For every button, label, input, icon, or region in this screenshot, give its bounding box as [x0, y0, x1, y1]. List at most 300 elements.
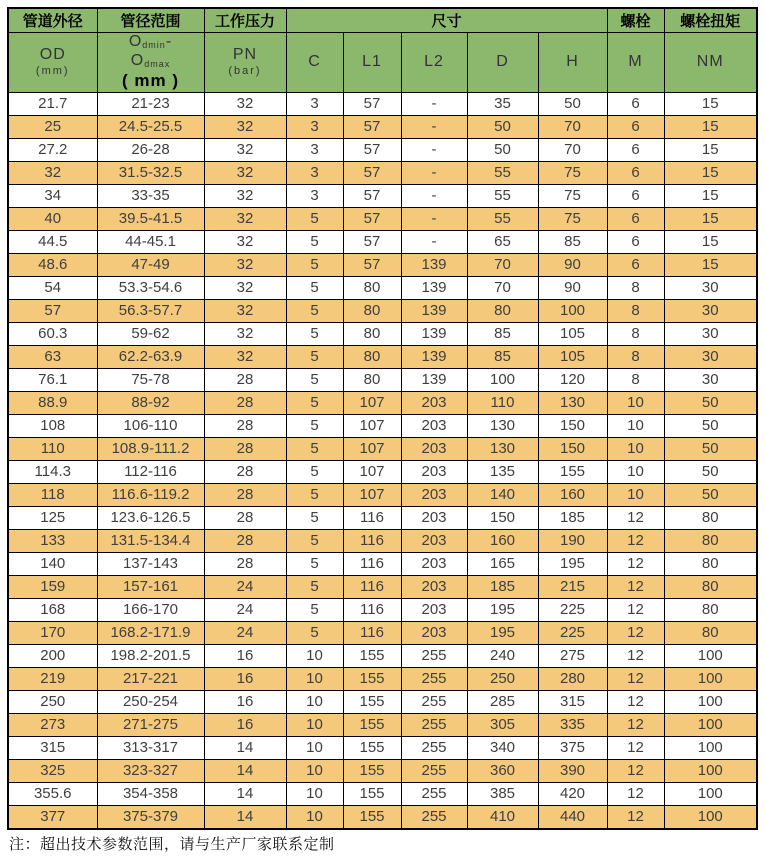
table-row	[8, 276, 757, 299]
cell-od-range: 123.6-126.5	[97, 506, 204, 529]
cell-od-range: 157-161	[97, 575, 204, 598]
cell-od: 114.3	[8, 460, 97, 483]
cell-pn: 32	[204, 92, 286, 115]
table-row	[8, 460, 757, 483]
cell-pn: 16	[204, 667, 286, 690]
cell-c: 10	[286, 736, 343, 759]
cell-d: 70	[467, 253, 538, 276]
cell-c: 5	[286, 598, 343, 621]
cell-l1: 155	[343, 759, 401, 782]
cell-d: 85	[467, 322, 538, 345]
cell-h: 280	[538, 667, 607, 690]
column-header-line: NM	[696, 52, 724, 70]
cell-l2: 203	[401, 414, 467, 437]
cell-l2: 203	[401, 552, 467, 575]
cell-c: 5	[286, 460, 343, 483]
cell-h: 130	[538, 391, 607, 414]
cell-c: 3	[286, 92, 343, 115]
table-row	[8, 644, 757, 667]
cell-m: 12	[607, 621, 664, 644]
cell-h: 75	[538, 184, 607, 207]
cell-od: 60.3	[8, 322, 97, 345]
cell-d: 100	[467, 368, 538, 391]
table-row	[8, 414, 757, 437]
cell-c: 5	[286, 230, 343, 253]
cell-d: 285	[467, 690, 538, 713]
cell-pn: 32	[204, 161, 286, 184]
cell-h: 155	[538, 460, 607, 483]
cell-od-range: 24.5-25.5	[97, 115, 204, 138]
cell-m: 12	[607, 552, 664, 575]
table-row	[8, 736, 757, 759]
cell-pn: 16	[204, 690, 286, 713]
cell-pn: 32	[204, 230, 286, 253]
cell-nm: 80	[664, 575, 757, 598]
cell-l1: 57	[343, 207, 401, 230]
cell-pn: 28	[204, 391, 286, 414]
cell-nm: 15	[664, 161, 757, 184]
cell-l1: 107	[343, 437, 401, 460]
cell-nm: 15	[664, 138, 757, 161]
cell-m: 6	[607, 207, 664, 230]
cell-l1: 57	[343, 115, 401, 138]
table-row	[8, 161, 757, 184]
cell-nm: 80	[664, 552, 757, 575]
cell-l2: -	[401, 138, 467, 161]
cell-l1: 116	[343, 598, 401, 621]
cell-od-range: 137-143	[97, 552, 204, 575]
cell-nm: 100	[664, 713, 757, 736]
cell-m: 10	[607, 391, 664, 414]
cell-c: 10	[286, 713, 343, 736]
cell-l1: 107	[343, 414, 401, 437]
table-row	[8, 253, 757, 276]
cell-m: 12	[607, 575, 664, 598]
cell-od-range: 56.3-57.7	[97, 299, 204, 322]
cell-h: 160	[538, 483, 607, 506]
table-row	[8, 483, 757, 506]
cell-h: 70	[538, 115, 607, 138]
column-header-line: C	[308, 52, 321, 70]
cell-l1: 155	[343, 690, 401, 713]
cell-pn: 14	[204, 805, 286, 829]
cell-m: 10	[607, 483, 664, 506]
column-header-line: L2	[424, 52, 444, 70]
column-header-od	[8, 32, 97, 92]
cell-h: 90	[538, 276, 607, 299]
table-row	[8, 782, 757, 805]
column-header-line: OD	[39, 45, 66, 63]
cell-c: 10	[286, 644, 343, 667]
cell-od-range: 354-358	[97, 782, 204, 805]
cell-m: 6	[607, 184, 664, 207]
cell-h: 315	[538, 690, 607, 713]
cell-l2: 203	[401, 437, 467, 460]
column-header-l2	[401, 32, 467, 92]
cell-l2: 203	[401, 391, 467, 414]
table-row	[8, 506, 757, 529]
cell-l2: -	[401, 230, 467, 253]
cell-d: 55	[467, 184, 538, 207]
cell-l1: 116	[343, 529, 401, 552]
cell-c: 5	[286, 552, 343, 575]
cell-l1: 116	[343, 575, 401, 598]
table-row	[8, 138, 757, 161]
cell-l2: 255	[401, 667, 467, 690]
cell-od-range: 116.6-119.2	[97, 483, 204, 506]
cell-l2: 139	[401, 345, 467, 368]
cell-h: 105	[538, 345, 607, 368]
cell-l1: 116	[343, 552, 401, 575]
cell-od: 250	[8, 690, 97, 713]
cell-h: 275	[538, 644, 607, 667]
cell-d: 360	[467, 759, 538, 782]
cell-od-range: 44-45.1	[97, 230, 204, 253]
header-group-管径范围: 管径范围	[97, 8, 204, 32]
cell-l1: 57	[343, 138, 401, 161]
cell-nm: 30	[664, 299, 757, 322]
cell-h: 105	[538, 322, 607, 345]
table-row	[8, 230, 757, 253]
table-row	[8, 92, 757, 115]
cell-od-range: 108.9-111.2	[97, 437, 204, 460]
cell-h: 375	[538, 736, 607, 759]
cell-pn: 28	[204, 529, 286, 552]
cell-h: 150	[538, 414, 607, 437]
cell-od-range: 198.2-201.5	[97, 644, 204, 667]
cell-nm: 15	[664, 115, 757, 138]
cell-m: 10	[607, 460, 664, 483]
cell-l2: -	[401, 92, 467, 115]
cell-od: 57	[8, 299, 97, 322]
cell-nm: 50	[664, 391, 757, 414]
cell-pn: 28	[204, 552, 286, 575]
cell-m: 8	[607, 345, 664, 368]
cell-c: 5	[286, 506, 343, 529]
cell-d: 140	[467, 483, 538, 506]
cell-od-range: 39.5-41.5	[97, 207, 204, 230]
cell-d: 195	[467, 621, 538, 644]
cell-od-range: 62.2-63.9	[97, 345, 204, 368]
cell-h: 85	[538, 230, 607, 253]
table-row	[8, 345, 757, 368]
cell-od-range: 47-49	[97, 253, 204, 276]
cell-l2: 255	[401, 736, 467, 759]
footnote: 注：超出技术参数范围，请与生产厂家联系定制	[9, 836, 335, 853]
table-row	[8, 115, 757, 138]
cell-m: 8	[607, 368, 664, 391]
cell-nm: 15	[664, 230, 757, 253]
cell-c: 5	[286, 575, 343, 598]
cell-l1: 155	[343, 667, 401, 690]
cell-nm: 100	[664, 667, 757, 690]
cell-od: 325	[8, 759, 97, 782]
cell-l1: 155	[343, 644, 401, 667]
cell-l1: 57	[343, 161, 401, 184]
cell-l2: 255	[401, 759, 467, 782]
cell-od: 34	[8, 184, 97, 207]
cell-l2: 139	[401, 276, 467, 299]
cell-h: 70	[538, 138, 607, 161]
cell-c: 10	[286, 782, 343, 805]
cell-m: 12	[607, 736, 664, 759]
cell-od-range: 112-116	[97, 460, 204, 483]
table-row	[8, 713, 757, 736]
cell-c: 5	[286, 529, 343, 552]
cell-od: 273	[8, 713, 97, 736]
cell-pn: 14	[204, 782, 286, 805]
cell-l1: 80	[343, 276, 401, 299]
cell-c: 3	[286, 138, 343, 161]
cell-c: 10	[286, 667, 343, 690]
cell-h: 75	[538, 161, 607, 184]
cell-l1: 155	[343, 782, 401, 805]
cell-l2: 139	[401, 368, 467, 391]
column-header-line: PN	[232, 45, 258, 63]
cell-l2: 203	[401, 598, 467, 621]
header-group-螺栓扭矩: 螺栓扭矩	[664, 8, 757, 32]
cell-l1: 107	[343, 460, 401, 483]
cell-m: 12	[607, 644, 664, 667]
cell-c: 5	[286, 391, 343, 414]
cell-h: 185	[538, 506, 607, 529]
cell-od: 32	[8, 161, 97, 184]
cell-c: 5	[286, 253, 343, 276]
cell-nm: 30	[664, 322, 757, 345]
cell-od: 159	[8, 575, 97, 598]
cell-l2: 203	[401, 575, 467, 598]
cell-l2: -	[401, 184, 467, 207]
cell-h: 50	[538, 92, 607, 115]
column-header-m	[607, 32, 664, 92]
cell-od-range: 53.3-54.6	[97, 276, 204, 299]
cell-c: 5	[286, 621, 343, 644]
cell-l2: 255	[401, 782, 467, 805]
cell-pn: 24	[204, 621, 286, 644]
cell-c: 3	[286, 161, 343, 184]
cell-l1: 57	[343, 253, 401, 276]
cell-m: 12	[607, 690, 664, 713]
cell-nm: 100	[664, 782, 757, 805]
cell-l2: -	[401, 161, 467, 184]
header-group-螺栓: 螺栓	[607, 8, 664, 32]
cell-m: 12	[607, 713, 664, 736]
cell-m: 6	[607, 138, 664, 161]
cell-h: 190	[538, 529, 607, 552]
cell-od: 25	[8, 115, 97, 138]
cell-l1: 80	[343, 345, 401, 368]
cell-od-range: 106-110	[97, 414, 204, 437]
cell-nm: 50	[664, 483, 757, 506]
cell-m: 12	[607, 782, 664, 805]
column-header-pn	[204, 32, 286, 92]
cell-m: 8	[607, 276, 664, 299]
column-header-line: L1	[362, 52, 382, 70]
cell-pn: 28	[204, 460, 286, 483]
cell-d: 55	[467, 207, 538, 230]
cell-c: 5	[286, 276, 343, 299]
cell-l2: 203	[401, 529, 467, 552]
cell-nm: 100	[664, 690, 757, 713]
column-header-c	[286, 32, 343, 92]
cell-pn: 32	[204, 207, 286, 230]
cell-h: 100	[538, 299, 607, 322]
table-row	[8, 322, 757, 345]
cell-nm: 15	[664, 184, 757, 207]
cell-d: 80	[467, 299, 538, 322]
cell-m: 12	[607, 759, 664, 782]
cell-nm: 30	[664, 368, 757, 391]
cell-od: 76.1	[8, 368, 97, 391]
cell-pn: 32	[204, 299, 286, 322]
cell-h: 150	[538, 437, 607, 460]
table-row	[8, 575, 757, 598]
cell-l2: 255	[401, 644, 467, 667]
cell-od: 377	[8, 805, 97, 829]
cell-l1: 155	[343, 736, 401, 759]
cell-d: 110	[467, 391, 538, 414]
table-row	[8, 598, 757, 621]
cell-od: 125	[8, 506, 97, 529]
column-header-line: $O_{dmin}-$	[128, 33, 173, 51]
cell-m: 6	[607, 253, 664, 276]
cell-m: 12	[607, 506, 664, 529]
cell-c: 10	[286, 690, 343, 713]
cell-c: 10	[286, 759, 343, 782]
cell-d: 70	[467, 276, 538, 299]
cell-h: 225	[538, 598, 607, 621]
cell-pn: 32	[204, 184, 286, 207]
cell-l1: 155	[343, 805, 401, 829]
cell-od-range: 166-170	[97, 598, 204, 621]
cell-od: 133	[8, 529, 97, 552]
header-unit-row	[8, 32, 757, 92]
cell-pn: 32	[204, 276, 286, 299]
cell-m: 6	[607, 230, 664, 253]
table-row	[8, 437, 757, 460]
cell-m: 12	[607, 805, 664, 829]
cell-m: 12	[607, 529, 664, 552]
cell-od: 118	[8, 483, 97, 506]
cell-nm: 100	[664, 644, 757, 667]
cell-h: 195	[538, 552, 607, 575]
cell-nm: 80	[664, 529, 757, 552]
column-header-line: ( mm )	[122, 71, 179, 91]
cell-l1: 80	[343, 322, 401, 345]
table-row	[8, 552, 757, 575]
cell-d: 305	[467, 713, 538, 736]
cell-l2: 203	[401, 460, 467, 483]
cell-od-range: 375-379	[97, 805, 204, 829]
column-header-od-range	[97, 32, 204, 92]
column-header-nm	[664, 32, 757, 92]
cell-h: 390	[538, 759, 607, 782]
column-header-line: M	[628, 52, 643, 70]
cell-m: 12	[607, 598, 664, 621]
cell-d: 55	[467, 161, 538, 184]
cell-d: 185	[467, 575, 538, 598]
cell-od-range: 26-28	[97, 138, 204, 161]
cell-m: 8	[607, 322, 664, 345]
cell-m: 6	[607, 92, 664, 115]
cell-pn: 28	[204, 437, 286, 460]
cell-l2: 139	[401, 299, 467, 322]
cell-pn: 32	[204, 138, 286, 161]
cell-l1: 80	[343, 299, 401, 322]
header-group-尺寸: 尺寸	[286, 8, 607, 32]
table-row	[8, 759, 757, 782]
table-row	[8, 184, 757, 207]
cell-od-range: 168.2-171.9	[97, 621, 204, 644]
cell-c: 5	[286, 345, 343, 368]
cell-m: 10	[607, 437, 664, 460]
cell-pn: 24	[204, 575, 286, 598]
cell-d: 35	[467, 92, 538, 115]
header-group-row	[8, 8, 757, 32]
table-row	[8, 690, 757, 713]
cell-d: 385	[467, 782, 538, 805]
column-header-l1	[343, 32, 401, 92]
table-row	[8, 805, 757, 829]
header-group-工作压力: 工作压力	[204, 8, 286, 32]
cell-c: 5	[286, 299, 343, 322]
cell-od: 108	[8, 414, 97, 437]
cell-od: 63	[8, 345, 97, 368]
cell-l2: -	[401, 115, 467, 138]
cell-nm: 100	[664, 805, 757, 829]
table-row	[8, 621, 757, 644]
cell-pn: 16	[204, 644, 286, 667]
cell-od-range: 250-254	[97, 690, 204, 713]
cell-nm: 100	[664, 736, 757, 759]
cell-l2: 203	[401, 483, 467, 506]
pipe-spec-table	[7, 7, 758, 830]
cell-h: 420	[538, 782, 607, 805]
column-header-line: (bar)	[228, 65, 262, 78]
cell-nm: 30	[664, 276, 757, 299]
cell-od-range: 88-92	[97, 391, 204, 414]
cell-od: 315	[8, 736, 97, 759]
cell-od: 200	[8, 644, 97, 667]
cell-pn: 28	[204, 483, 286, 506]
cell-pn: 32	[204, 253, 286, 276]
cell-d: 240	[467, 644, 538, 667]
cell-pn: 32	[204, 322, 286, 345]
cell-m: 8	[607, 299, 664, 322]
cell-l2: 255	[401, 690, 467, 713]
cell-l2: 203	[401, 506, 467, 529]
cell-nm: 30	[664, 345, 757, 368]
cell-h: 120	[538, 368, 607, 391]
cell-c: 3	[286, 115, 343, 138]
cell-l1: 57	[343, 92, 401, 115]
cell-pn: 24	[204, 598, 286, 621]
cell-od-range: 131.5-134.4	[97, 529, 204, 552]
cell-l1: 57	[343, 184, 401, 207]
cell-l2: 139	[401, 253, 467, 276]
cell-nm: 50	[664, 414, 757, 437]
cell-nm: 50	[664, 437, 757, 460]
cell-l1: 80	[343, 368, 401, 391]
cell-nm: 15	[664, 92, 757, 115]
column-header-line: D	[496, 52, 509, 70]
table-header	[8, 8, 757, 92]
cell-od: 54	[8, 276, 97, 299]
table-row	[8, 529, 757, 552]
cell-l1: 155	[343, 713, 401, 736]
cell-nm: 80	[664, 598, 757, 621]
cell-pn: 16	[204, 713, 286, 736]
